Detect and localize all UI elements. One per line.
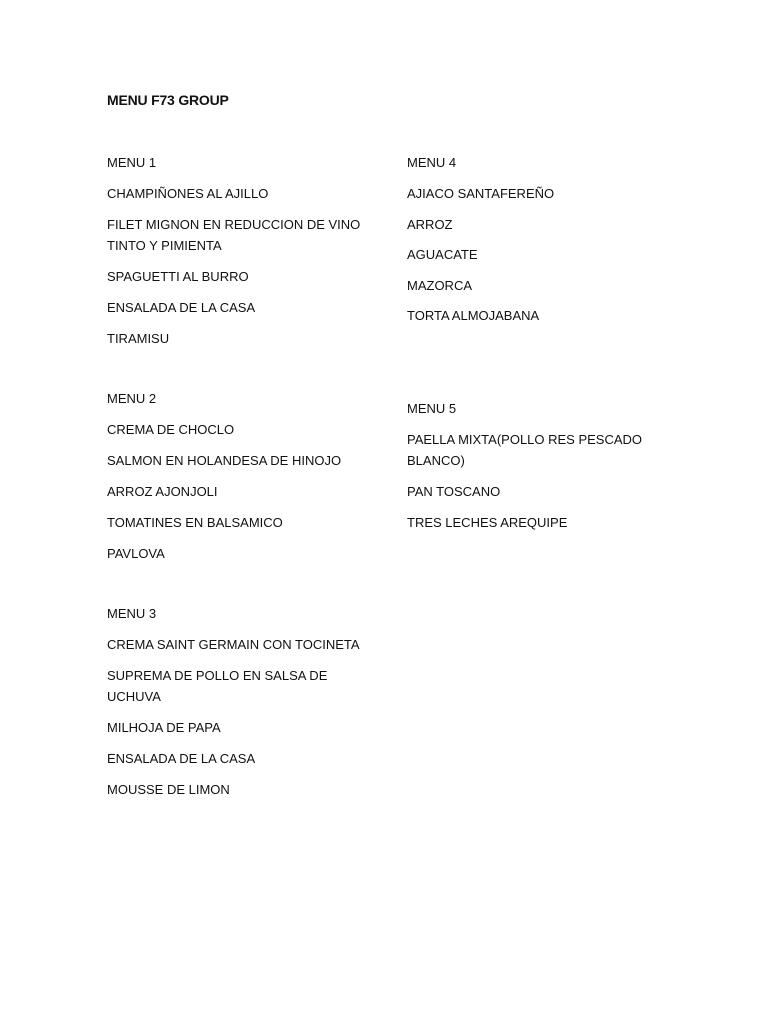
menu-item: TIRAMISU [107,330,170,346]
menu-item: MILHOJA DE PAPA [107,719,221,735]
menu-section-5 [407,399,647,544]
menu-item: PAVLOVA [107,546,165,561]
menu-item: TORTA ALMOJABANA [407,308,540,323]
menu-heading: MENU 1 [107,155,157,170]
menu-heading: MENU 5 [407,401,457,416]
menu-section-1 [107,153,362,360]
menu-item: ENSALADA DE LA CASA [107,299,256,315]
menu-heading: MENU 4 [407,155,457,170]
menu-item: SPAGUETTI AL BURRO [107,268,249,284]
menu-item: PAN TOSCANO [407,483,501,499]
menu-heading: MENU 3 [107,606,157,621]
menu-item: ARROZ AJONJOLI [107,484,218,499]
menu-item: TRES LECHES AREQUIPE [407,514,568,530]
menu-item: CREMA DE CHOCLO [107,422,235,437]
menu-heading: MENU 2 [107,391,157,406]
menu-item: FILET MIGNON EN REDUCCION DE VINO TINTO Y PIMIENTA [107,217,361,253]
document-title: MENU F73 GROUP [107,92,229,108]
menu-item: CREMA SAINT GERMAIN CON TOCINETA [107,637,360,652]
menu-item: MOUSSE DE LIMON [107,781,230,797]
menu-item: MAZORCA [407,277,472,293]
menu-section-2 [107,389,362,575]
menu-item: AJIACO SANTAFEREÑO [407,186,555,201]
menu-item-list [107,420,362,565]
menu-section-4 [407,153,647,337]
menu-section-3 [107,604,362,811]
menu-item: CHAMPIÑONES AL AJILLO [107,186,269,201]
menu-item: ARROZ [407,216,453,232]
menu-item-list [407,430,647,533]
menu-item: TOMATINES EN BALSAMICO [107,515,283,530]
menu-item: ENSALADA DE LA CASA [107,750,256,766]
menu-item-list [107,184,362,349]
menu-item: AGUACATE [407,247,478,262]
menu-item-list [107,635,362,800]
menu-item: SUPREMA DE POLLO EN SALSA DE UCHUVA [107,668,328,704]
menu-item-list [407,184,647,327]
menu-item: PAELLA MIXTA(POLLO RES PESCADO BLANCO) [407,432,643,468]
menu-item: SALMON EN HOLANDESA DE HINOJO [107,453,342,468]
